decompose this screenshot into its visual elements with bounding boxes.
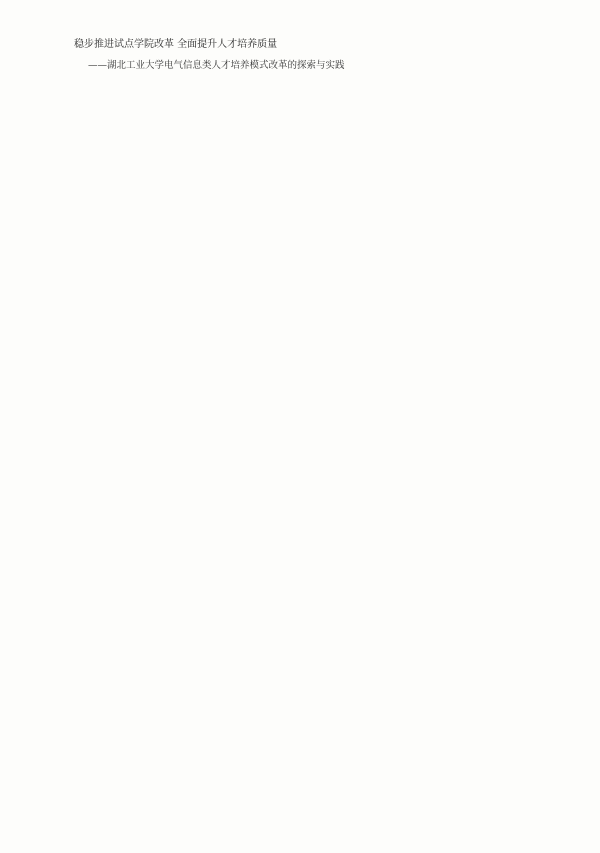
toc-title-row[interactable] xyxy=(0,36,600,54)
entry-title: 稳步推进试点学院改革 全面提升人才培养质量 xyxy=(74,39,278,50)
toc-subtitle-row[interactable] xyxy=(0,57,600,75)
entry-subtitle: ——湖北工业大学电气信息类人才培养模式改革的探索与实践 xyxy=(88,60,345,71)
